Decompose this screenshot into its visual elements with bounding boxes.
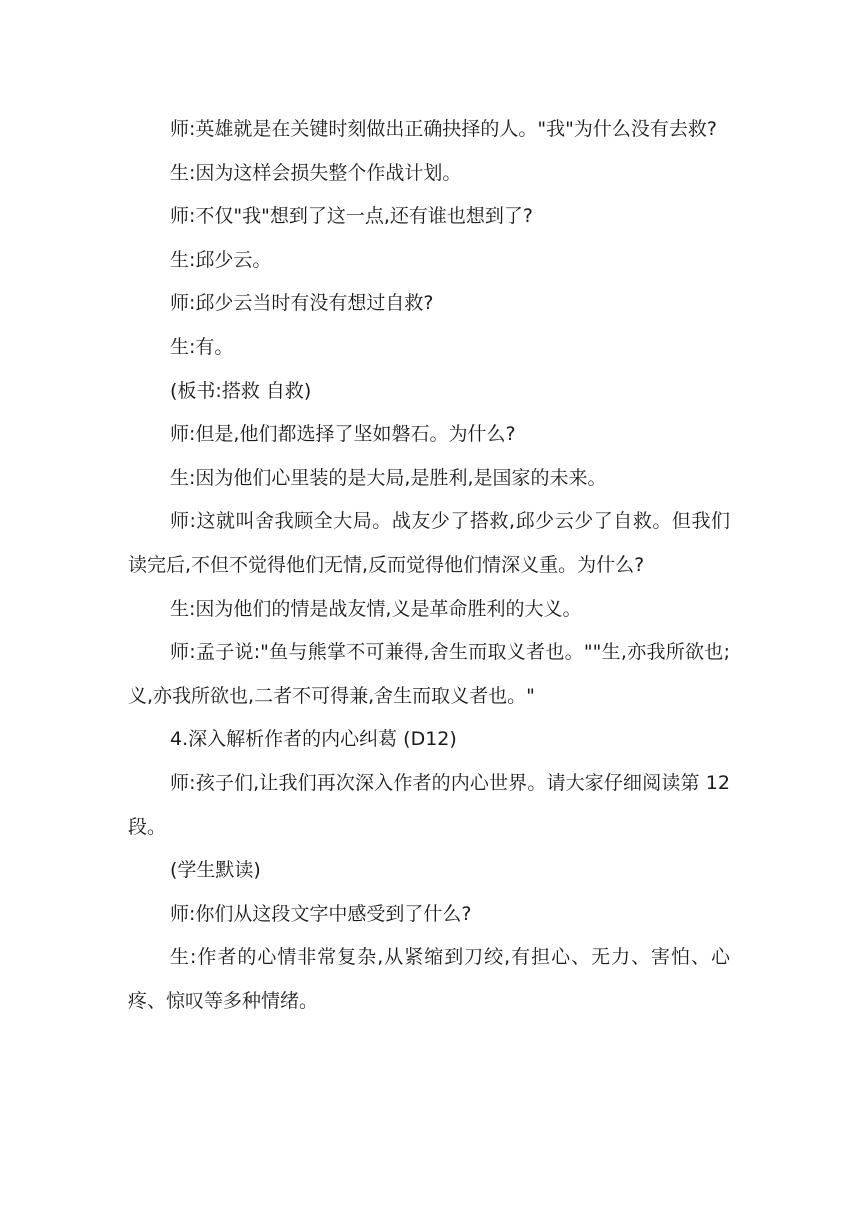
paragraph-8: 师:但是,他们都选择了坚如磐石。为什么? [170, 423, 516, 446]
paragraph-5: 师:邱少云当时有没有想过自救? [170, 292, 434, 315]
paragraph-1: 师:英雄就是在关键时刻做出正确抉择的人。"我"为什么没有去救? [170, 118, 717, 140]
paragraph-12: 师:孟子说:"鱼与熊掌不可兼得,舍生而取义者也。""生,亦我所欲也;义,亦我所欲也,二者不可得兼,舍生而取义者也。" [128, 641, 730, 707]
paragraph-2: 生:因为这样会损失整个作战计划。 [170, 161, 462, 184]
paragraph-9: 生:因为他们心里装的是大局,是胜利,是国家的未来。 [170, 466, 607, 489]
section-heading: 4.深入解析作者的内心纠葛 (D12) [170, 728, 457, 751]
paragraph-6: 生:有。 [170, 335, 234, 358]
paragraph-4: 生:邱少云。 [170, 248, 272, 271]
paragraph-17: 生:作者的心情非常复杂,从紧缩到刀绞,有担心、无力、害怕、心疼、惊叹等多种情绪。 [128, 946, 730, 1012]
paragraph-3: 师:不仅"我"想到了这一点,还有谁也想到了? [170, 205, 534, 228]
paragraph-7: (板书:搭救 自救) [170, 379, 312, 402]
paragraph-15: (学生默读) [170, 859, 261, 882]
document-body [128, 108, 730, 1023]
paragraph-11: 生:因为他们的情是战友情,义是革命胜利的大义。 [170, 597, 582, 620]
paragraph-10: 师:这就叫舍我顾全大局。战友少了搭救,邱少云少了自救。但我们读完后,不但不觉得他们无情,反而觉得他们情深义重。为什么? [128, 510, 730, 576]
paragraph-16: 师:你们从这段文字中感受到了什么? [170, 902, 472, 925]
paragraph-14: 师:孩子们,让我们再次深入作者的内心世界。请大家仔细阅读第 12 段。 [128, 771, 730, 838]
